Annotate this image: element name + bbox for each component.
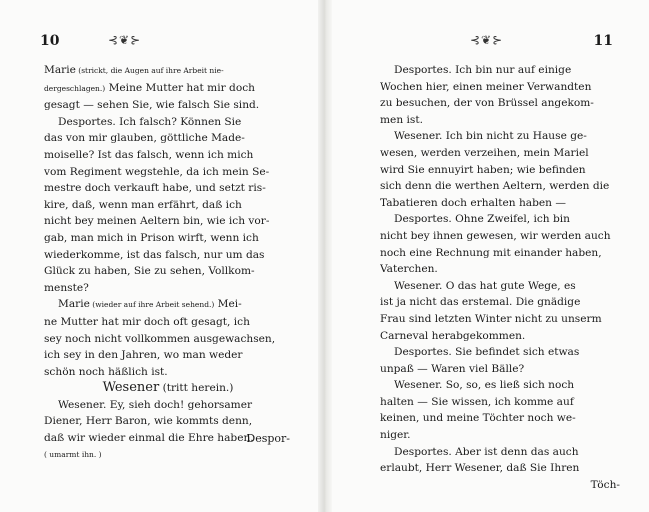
text-line: Wesener. Ey, sieh doch! gehorsamer bbox=[58, 398, 253, 411]
text-line: wiederkomme, ist das falsch, nur um das bbox=[44, 248, 265, 261]
right-page-header bbox=[332, 33, 649, 53]
catchword: Despor- bbox=[246, 432, 290, 445]
ornament-icon: ⊰❦⊱ bbox=[108, 33, 142, 47]
text-line: mestre doch verkauft habe, und setzt ris- bbox=[44, 182, 266, 195]
stage-direction: (strickt, die Augen auf ihre Arbeit nie- bbox=[75, 66, 224, 75]
text-line: gesagt — sehen Sie, wie falsch Sie sind. bbox=[44, 99, 260, 112]
stage-direction: (wieder auf ihre Arbeit sehend.) bbox=[89, 300, 215, 310]
text-line: Desportes. Ich falsch? Können Sie bbox=[58, 115, 242, 128]
catchword: Töch- bbox=[590, 478, 620, 491]
text-line: keinen, und meine Töchter noch we- bbox=[380, 412, 576, 425]
text-line: das von mir glauben, göttliche Made- bbox=[44, 132, 245, 145]
left-page-header bbox=[0, 33, 318, 53]
text-line: Desportes. Sie befindet sich etwas bbox=[394, 346, 580, 359]
stage-direction: dergeschlagen.) bbox=[44, 83, 106, 93]
text-line: Glück zu haben, Sie zu sehen, Vollkom- bbox=[44, 265, 255, 278]
text-line: Frau sind letzten Winter nicht zu unserm bbox=[380, 312, 602, 325]
text-line: ich sey in den Jahren, wo man weder bbox=[44, 349, 243, 362]
page-number: 10 bbox=[40, 33, 60, 49]
text-line bbox=[44, 62, 292, 80]
right-page bbox=[332, 0, 649, 512]
text-line: Desportes. Aber ist denn das auch bbox=[394, 445, 579, 458]
text-line: menste? bbox=[44, 281, 89, 294]
text-line: Wesener. So, so, es ließ sich noch bbox=[394, 379, 575, 392]
speaker-name: Wesener bbox=[102, 380, 160, 396]
text-line: ist ja nicht das erstemal. Die gnädige bbox=[380, 296, 581, 309]
text-line: wesen, werden verzeihen, mein Mariel bbox=[380, 146, 589, 159]
text-line: nicht bey meinen Aeltern bin, wie ich vor- bbox=[44, 215, 270, 228]
text-line: Wochen hier, einen meiner Verwandten bbox=[380, 80, 592, 93]
stage-direction: ( umarmt ihn. ) bbox=[44, 449, 102, 459]
text-line: erlaubt, Herr Wesener, daß Sie Ihren bbox=[380, 462, 580, 475]
ornament-icon: ⊰❦⊱ bbox=[470, 33, 504, 47]
text-line: vom Regiment wegstehle, da ich mein Se- bbox=[44, 165, 270, 178]
text-line: sey noch nicht vollkommen ausgewachsen, bbox=[44, 332, 276, 345]
text-line: Wesener. Ich bin nicht zu Hause ge- bbox=[394, 130, 587, 143]
dialogue-text: Meine Mutter hat mir doch bbox=[105, 81, 255, 94]
text-line: moiselle? Ist das falsch, wenn ich mich bbox=[44, 148, 254, 161]
text-line bbox=[44, 296, 292, 314]
text-line: noch eine Rechnung mit einander haben, bbox=[380, 246, 602, 259]
text-line: Desportes. Ohne Zweifel, ich bin bbox=[394, 213, 570, 226]
speaker-name: Marie bbox=[44, 64, 76, 76]
text-line: kire, daß, wenn man erfährt, daß ich bbox=[44, 198, 242, 211]
text-line: Vaterchen. bbox=[380, 263, 438, 276]
text-line: Tabatieren doch erhalten haben — bbox=[380, 196, 566, 209]
text-line: gab, man mich in Prison wirft, wenn ich bbox=[44, 231, 259, 244]
text-line: men ist. bbox=[380, 113, 423, 126]
text-line: Carneval herabgekommen. bbox=[380, 329, 526, 342]
text-line: sich denn die werthen Aeltern, werden die bbox=[380, 180, 610, 193]
text-line bbox=[44, 80, 292, 98]
text-line: wird Sie ennuyirt haben; wie befinden bbox=[380, 163, 586, 176]
stage-direction: (tritt herein.) bbox=[159, 382, 234, 395]
stage-heading bbox=[44, 380, 292, 397]
text-line: daß wir wieder einmal die Ehre haben. bbox=[44, 432, 254, 445]
text-line: zu besuchen, der von Brüssel angekom- bbox=[380, 97, 594, 110]
dialogue-text: Mei- bbox=[214, 298, 242, 311]
text-line: Diener, Herr Baron, wie kommts denn, bbox=[44, 415, 253, 428]
page-number: 11 bbox=[593, 33, 613, 49]
text-line: niger. bbox=[380, 429, 411, 442]
text-line: Wesener. O das hat gute Wege, es bbox=[394, 279, 576, 292]
text-line: ne Mutter hat mir doch oft gesagt, ich bbox=[44, 315, 250, 328]
text-line: Desportes. Ich bin nur auf einige bbox=[394, 64, 572, 76]
right-page-text bbox=[380, 62, 620, 493]
text-line: schön noch häßlich ist. bbox=[44, 365, 168, 378]
book-gutter bbox=[318, 0, 332, 512]
text-line: unpaß — Waren viel Bälle? bbox=[380, 362, 525, 375]
speaker-name: Marie bbox=[58, 298, 90, 311]
left-page bbox=[0, 0, 318, 512]
left-page-text bbox=[44, 62, 292, 463]
text-line: halten — Sie wissen, ich komme auf bbox=[380, 395, 574, 408]
text-line: nicht bey ihnen gewesen, wir werden auch bbox=[380, 229, 611, 242]
